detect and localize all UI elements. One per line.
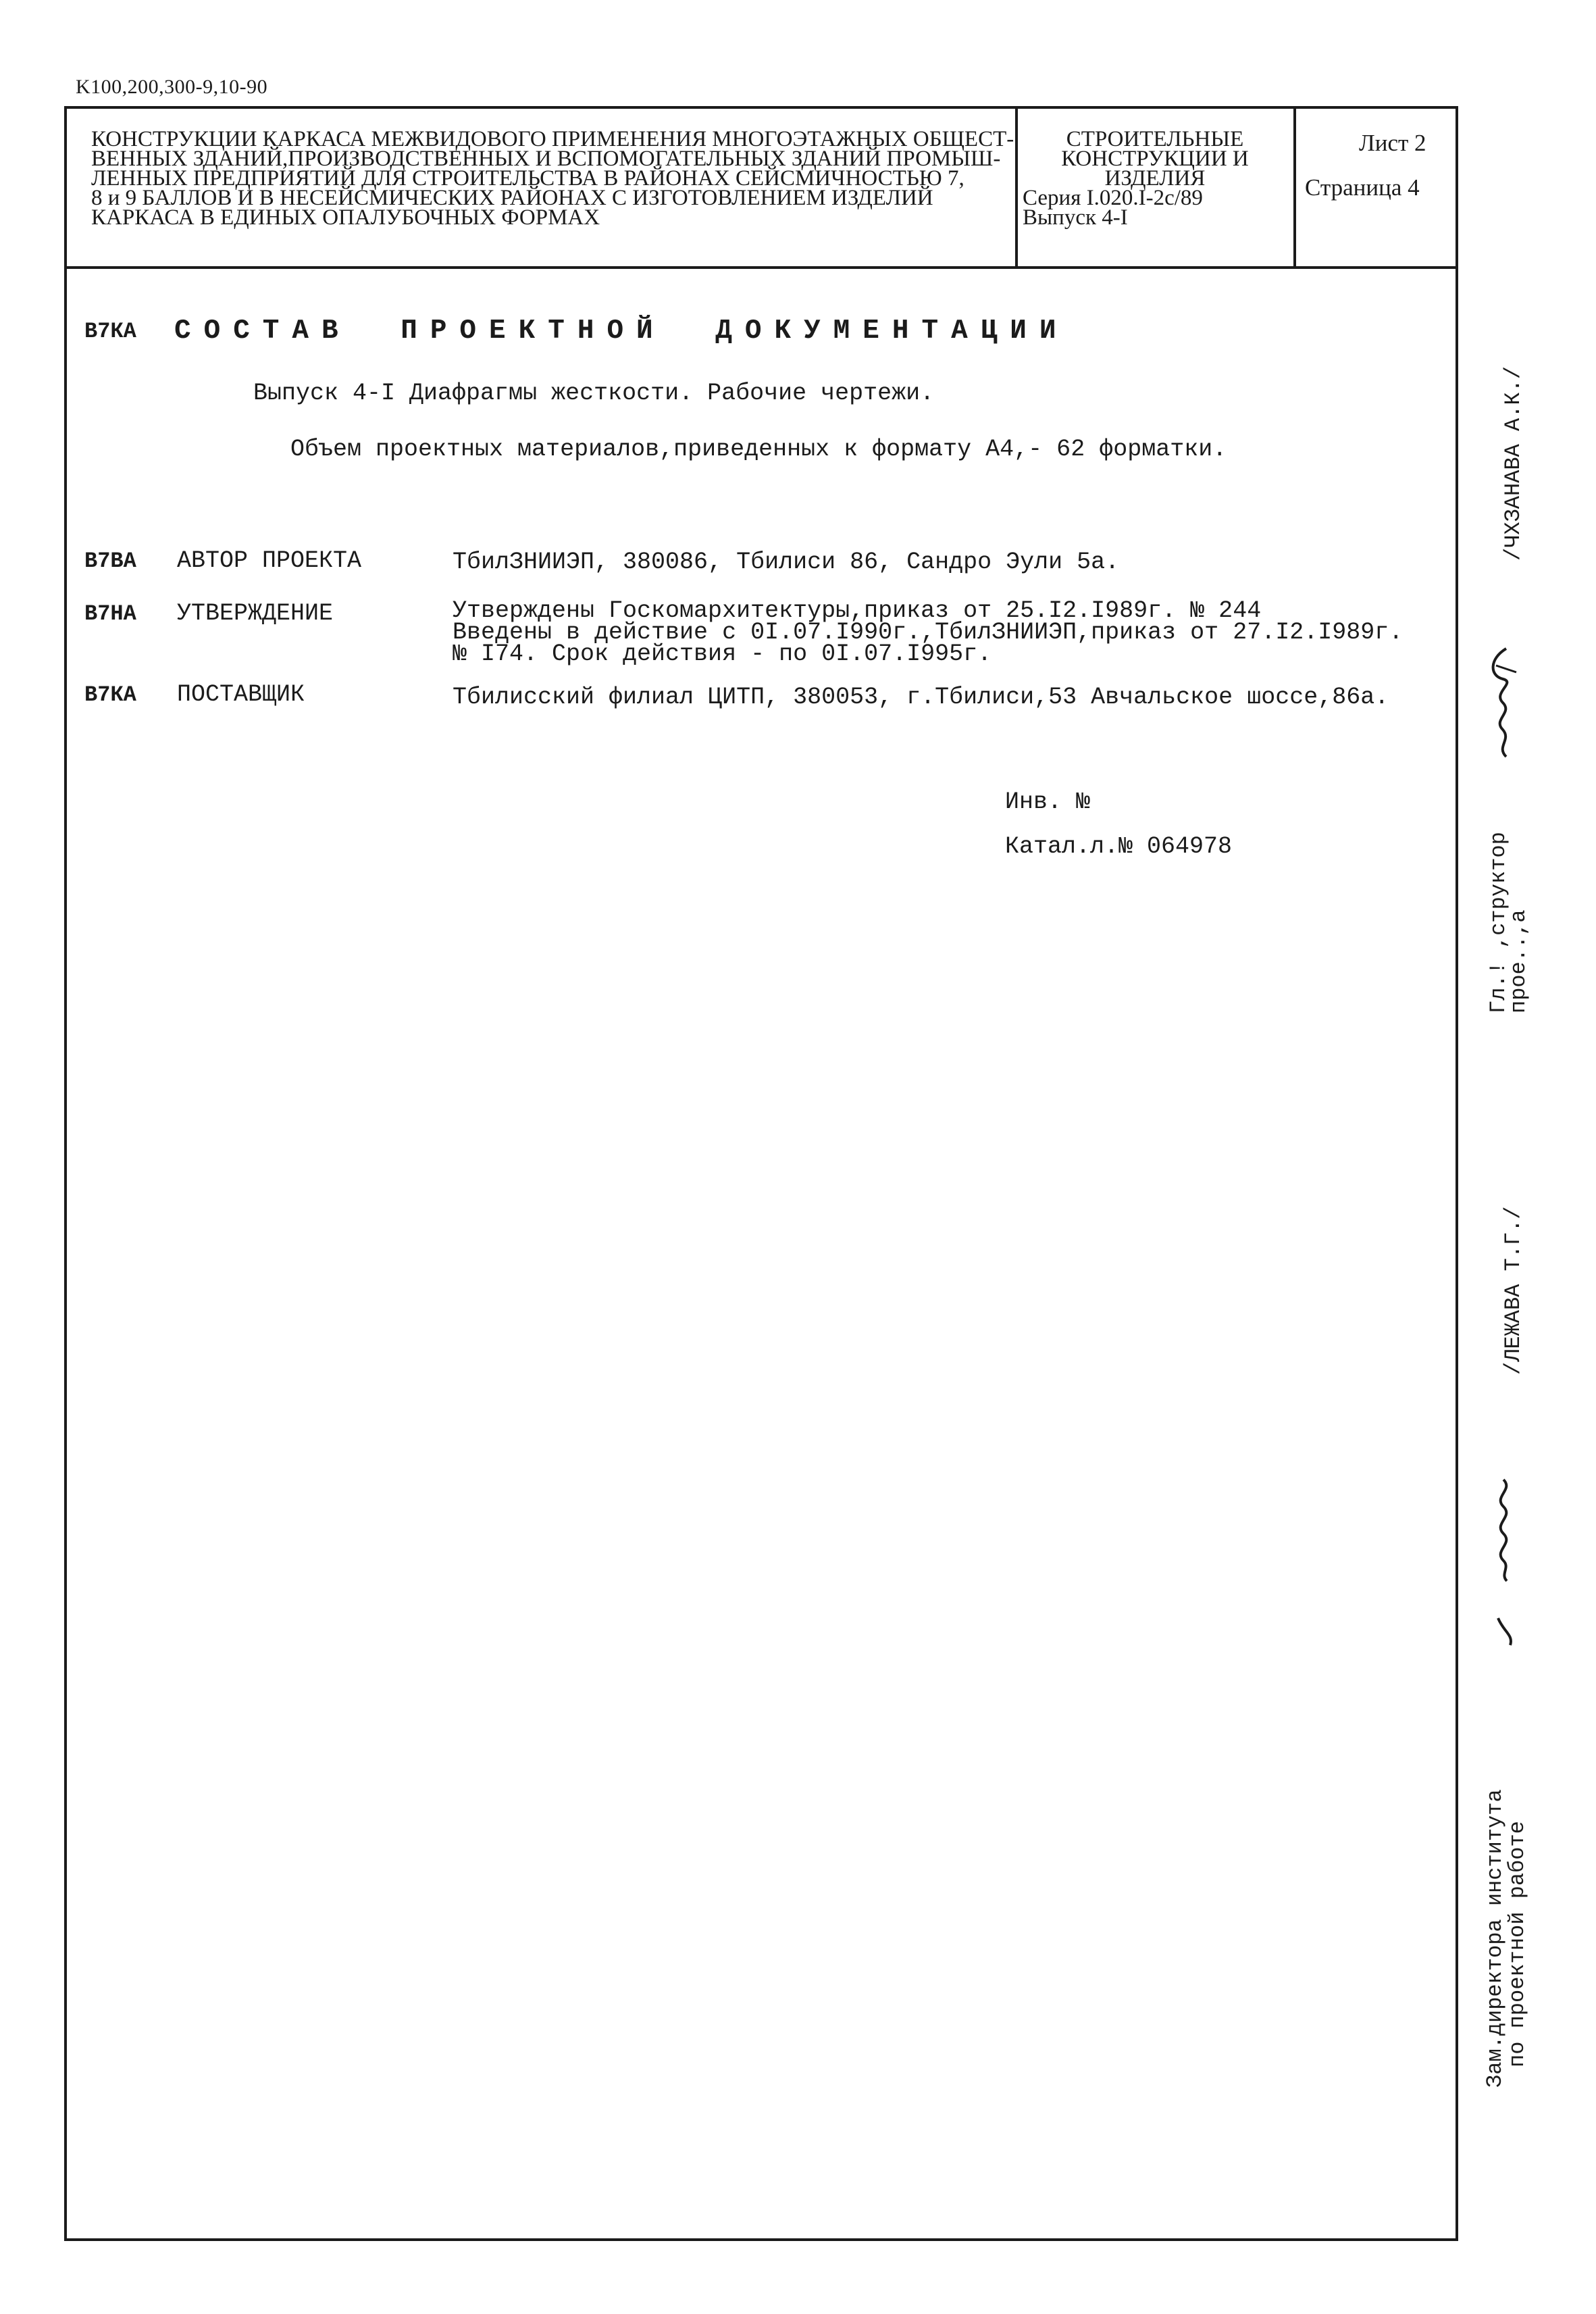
drawing-frame xyxy=(64,106,1458,2241)
deputy-director-title: Зам.директора института xyxy=(1483,1789,1508,2088)
deputy-director-title: по проектной работе xyxy=(1505,1821,1530,2067)
category-line: КОНСТРУКЦИИ И xyxy=(1061,147,1249,171)
category-line: СТРОИТЕЛЬНЫЕ xyxy=(1066,127,1244,151)
header-title xyxy=(91,127,1014,230)
approval-line: № I74. Срок действия - по 0I.07.I995г. xyxy=(453,640,992,668)
header-divider xyxy=(64,266,1458,269)
approval-label: УТВЕРЖДЕНИЕ xyxy=(177,600,334,627)
chief-title-line: Гл.! ,структор xyxy=(1486,832,1511,1013)
author-code: В7ВА xyxy=(84,549,136,574)
signer-name-1: /ЧХЗАНАВА А.К./ xyxy=(1501,366,1526,561)
header-title-line: ЛЕННЫХ ПРЕДПРИЯТИЙ ДЛЯ СТРОИТЕЛЬСТВА В РАЙОНАХ СЕЙСМИЧНОСТЬЮ 7, xyxy=(91,166,964,191)
supplier-code: В7КА xyxy=(84,682,136,707)
author-label: АВТОР ПРОЕКТА xyxy=(177,547,362,574)
header-title-line: 8 и 9 БАЛЛОВ И В НЕСЕЙСМИЧЕСКИХ РАЙОНАХ С ИЗГОТОВЛЕНИЕМ ИЗДЕЛИЙ xyxy=(91,186,933,210)
approval-line: Утверждены Госкомархитектуры,приказ от 25.I2.I989г. № 244 xyxy=(453,597,1262,624)
approval-text xyxy=(453,597,1404,668)
author-value: ТбилЗНИИЭП, 380086, Тбилиси 86, Сандро Эули 5а. xyxy=(453,549,1120,576)
approval-code: В7НА xyxy=(84,601,136,626)
signature-mark xyxy=(1479,645,1526,760)
header-sheet-info xyxy=(1298,130,1455,201)
section-code: В7КА xyxy=(84,319,136,344)
page-number: Страница 4 xyxy=(1305,174,1420,201)
document-code: K100,200,300-9,10-90 xyxy=(76,76,268,98)
header-title-line: ВЕННЫХ ЗДАНИЙ,ПРОИЗВОДСТВЕННЫХ И ВСПОМОГАТЕЛЬНЫХ ЗДАНИЙ ПРОМЫШ- xyxy=(91,147,1001,171)
chief-title-line: прое..,а xyxy=(1506,909,1531,1013)
issue-description: Выпуск 4-I Диафрагмы жесткости. Рабочие чертежи. xyxy=(253,380,935,407)
inventory-number-label: Инв. № xyxy=(1005,788,1091,815)
header-column-divider xyxy=(1015,106,1018,269)
header-title-line: КОНСТРУКЦИИ КАРКАСА МЕЖВИДОВОГО ПРИМЕНЕНИЯ МНОГОЭТАЖНЫХ ОБЩЕСТ- xyxy=(91,127,1014,151)
approval-line: Введены в действие с 0I.07.I990г.,ТбилЗНИИЭП,приказ от 27.I2.I989г. xyxy=(453,619,1404,646)
sheet-number: Лист 2 xyxy=(1359,130,1426,156)
issue-number: Выпуск 4-I xyxy=(1023,205,1128,230)
header-column-divider xyxy=(1293,106,1296,269)
supplier-value: Тбилисский филиал ЦИТП, 380053, г.Тбилиси,53 Авчальское шоссе,86а. xyxy=(453,684,1389,711)
signature-mark xyxy=(1483,1473,1524,1649)
category-line: ИЗДЕЛИЯ xyxy=(1104,166,1206,191)
header-title-line: КАРКАСА В ЕДИНЫХ ОПАЛУБОЧНЫХ ФОРМАХ xyxy=(91,205,600,230)
signer-name-2: /ЛЕЖАВА Т.Г./ xyxy=(1501,1206,1526,1375)
section-title: СОСТАВ ПРОЕКТНОЙ ДОКУМЕНТАЦИИ xyxy=(174,316,1069,347)
series-number: Серия I.020.I-2с/89 xyxy=(1023,186,1203,210)
catalog-sheet-number: Катал.л.№ 064978 xyxy=(1005,833,1233,860)
header-category xyxy=(1020,127,1290,230)
supplier-label: ПОСТАВЩИК xyxy=(177,681,305,708)
volume-description: Объем проектных материалов,приведенных к формату А4,- 62 форматки. xyxy=(290,436,1227,463)
